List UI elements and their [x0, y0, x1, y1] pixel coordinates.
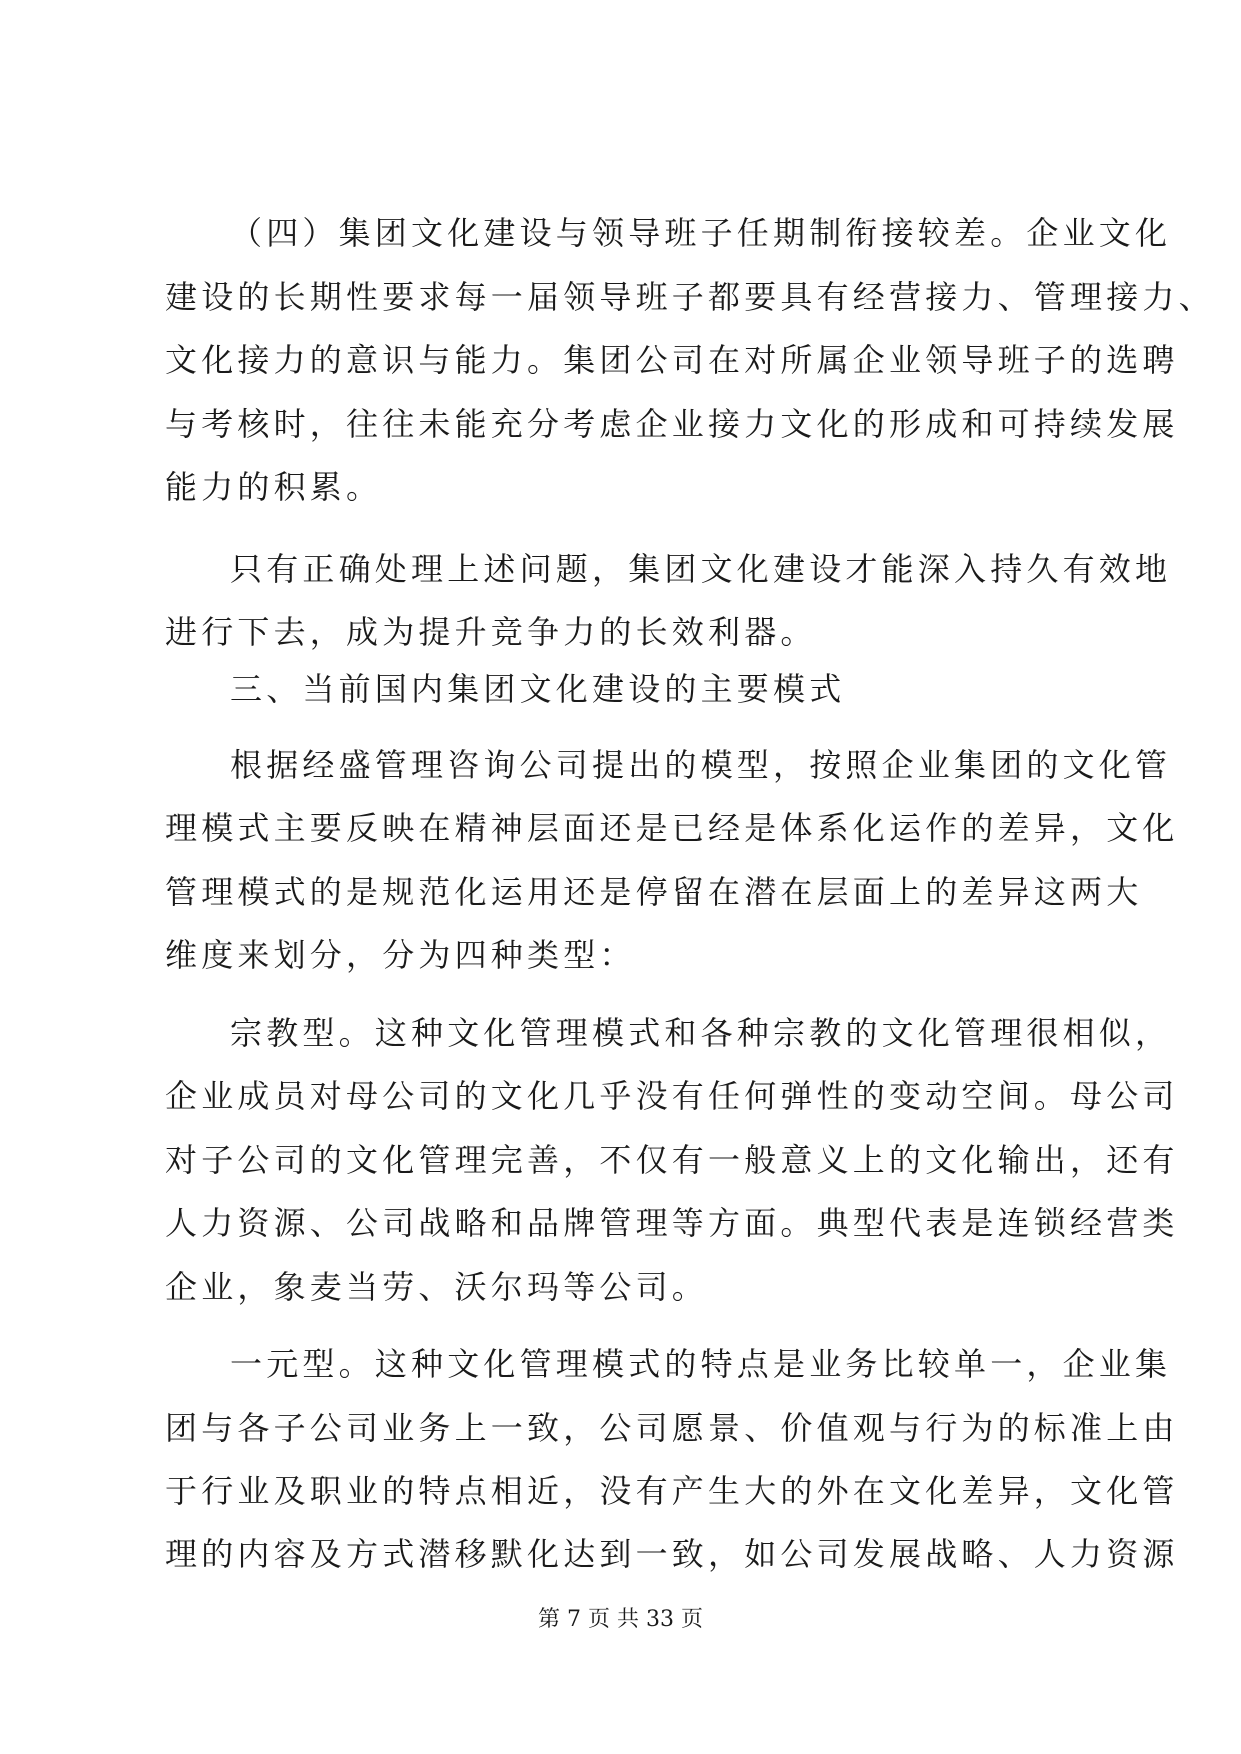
text-line: 只有正确处理上述问题，集团文化建设才能深入持久有效地 [230, 550, 1172, 588]
text-line: 根据经盛管理咨询公司提出的模型，按照企业集团的文化管 [230, 746, 1172, 784]
text-line: 对子公司的文化管理完善，不仅有一般意义上的文化输出，还有 [165, 1141, 1179, 1179]
text-line: 维度来划分，分为四种类型： [165, 936, 636, 974]
text-line: 建设的长期性要求每一届领导班子都要具有经营接力、管理接力、 [165, 278, 1215, 316]
text-line: 能力的积累。 [165, 468, 383, 506]
page-number-footer: 第 7 页 共 33 页 [538, 1607, 703, 1632]
text-line: 管理模式的是规范化运用还是停留在潜在层面上的差异这两大 [165, 873, 1143, 911]
text-line: （四）集团文化建设与领导班子任期制衔接较差。企业文化 [230, 214, 1172, 252]
section-heading: 三、当前国内集团文化建设的主要模式 [230, 670, 846, 708]
text-line: 宗教型。这种文化管理模式和各种宗教的文化管理很相似， [230, 1014, 1172, 1052]
text-line: 企业成员对母公司的文化几乎没有任何弹性的变动空间。母公司 [165, 1077, 1179, 1115]
text-line: 与考核时，往往未能充分考虑企业接力文化的形成和可持续发展 [165, 405, 1179, 443]
text-line: 进行下去，成为提升竞争力的长效利器。 [165, 613, 817, 651]
text-line: 团与各子公司业务上一致，公司愿景、价值观与行为的标准上由 [165, 1409, 1179, 1447]
text-line: 一元型。这种文化管理模式的特点是业务比较单一，企业集 [230, 1345, 1172, 1383]
text-line: 理模式主要反映在精神层面还是已经是体系化运作的差异，文化 [165, 809, 1179, 847]
text-line: 人力资源、公司战略和品牌管理等方面。典型代表是连锁经营类 [165, 1204, 1179, 1242]
text-line: 企业，象麦当劳、沃尔玛等公司。 [165, 1268, 709, 1306]
text-line: 于行业及职业的特点相近，没有产生大的外在文化差异，文化管 [165, 1472, 1179, 1510]
text-line: 文化接力的意识与能力。集团公司在对所属企业领导班子的选聘 [165, 341, 1179, 379]
text-line: 理的内容及方式潜移默化达到一致，如公司发展战略、人力资源 [165, 1535, 1179, 1573]
